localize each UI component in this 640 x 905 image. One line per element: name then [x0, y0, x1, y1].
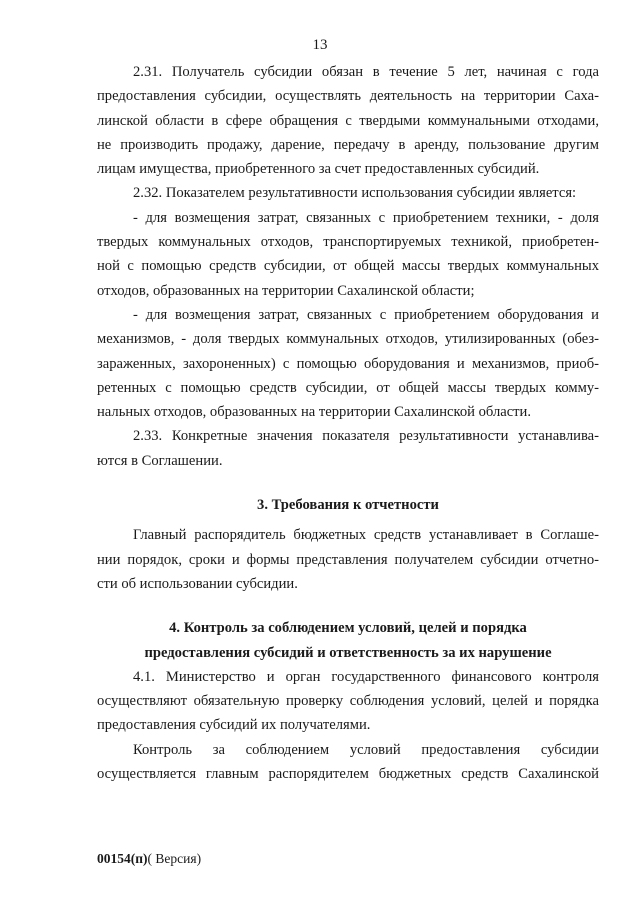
heading-line: 4. Контроль за соблюдением условий, целей и порядка [169, 620, 527, 637]
text-line: механизмов, - доля твердых коммунальных отходов, утилизированных (обез- [97, 331, 599, 348]
text-line: осуществляют обязательную проверку соблюдения условий, целей и порядка [97, 693, 599, 710]
document-body [97, 60, 599, 786]
text-line: предоставления субсидии, осуществлять деятельность на территории Саха- [97, 88, 599, 105]
text-line: осуществляется главным распорядителем бюджетных средств Сахалинской [97, 766, 599, 783]
text-line: зараженных, захороненных) с помощью оборудования и механизмов, приоб- [97, 355, 599, 372]
text-line: 2.32. Показателем результативности использования субсидии является: [133, 185, 577, 202]
paragraph-2-31 [97, 60, 599, 181]
page-number: 13 [312, 37, 328, 53]
text-line: линской области в сфере обращения с твердыми коммунальными отходами, [97, 112, 599, 129]
text-line: отходов, образованных на территории Сахалинской области; [97, 282, 475, 299]
document-code: 00154(п) [97, 851, 148, 866]
paragraph-2-32-item-mechanisms [97, 303, 599, 424]
paragraph-2-32 [97, 181, 599, 205]
section-4-heading [97, 616, 599, 665]
section-3-heading: 3. Требования к отчетности [257, 497, 439, 514]
text-line: ретенных с помощью средств субсидии, от общей массы твердых комму- [97, 379, 599, 396]
paragraph-4-1 [97, 665, 599, 738]
text-line: ной с помощью средств субсидии, от общей массы твердых коммунальных [97, 258, 599, 275]
text-line: - для возмещения затрат, связанных с приобретением оборудования и [133, 306, 599, 323]
document-version: ( Версия) [147, 851, 202, 866]
section-3-paragraph [97, 523, 599, 596]
text-line: 4.1. Министерство и орган государственного финансового контроля [133, 668, 599, 685]
paragraph-2-33 [97, 424, 599, 473]
text-line: нальных отходов, образованных на территории Сахалинской области. [97, 404, 532, 421]
text-line: сти об использовании субсидии. [97, 575, 298, 592]
paragraph-control [97, 738, 599, 787]
text-line: 2.33. Конкретные значения показателя результативности устанавлива- [133, 428, 599, 445]
text-line: - для возмещения затрат, связанных с приобретением техники, - доля [133, 209, 599, 226]
text-line: не производить продажу, дарение, передачу в аренду, пользование другим [97, 136, 599, 153]
text-line: твердых коммунальных отходов, транспортируемых техникой, приобретен- [97, 234, 599, 251]
text-line: нии порядок, сроки и формы представления получателем субсидии отчетно- [97, 551, 599, 568]
document-footer [97, 851, 201, 867]
text-line: Контроль за соблюдением условий предоставления субсидии [133, 741, 599, 758]
heading-line: предоставления субсидий и ответственность за их нарушение [144, 644, 552, 661]
paragraph-2-32-item-equipment [97, 206, 599, 303]
text-line: 2.31. Получатель субсидии обязан в течение 5 лет, начиная с года [133, 64, 599, 80]
text-line: предоставления субсидий их получателями. [97, 717, 371, 734]
text-line: Главный распорядитель бюджетных средств устанавливает в Соглаше- [133, 527, 599, 544]
text-line: лицам имущества, приобретенного за счет предоставленных субсидий. [97, 161, 540, 178]
text-line: ются в Соглашении. [97, 452, 223, 469]
